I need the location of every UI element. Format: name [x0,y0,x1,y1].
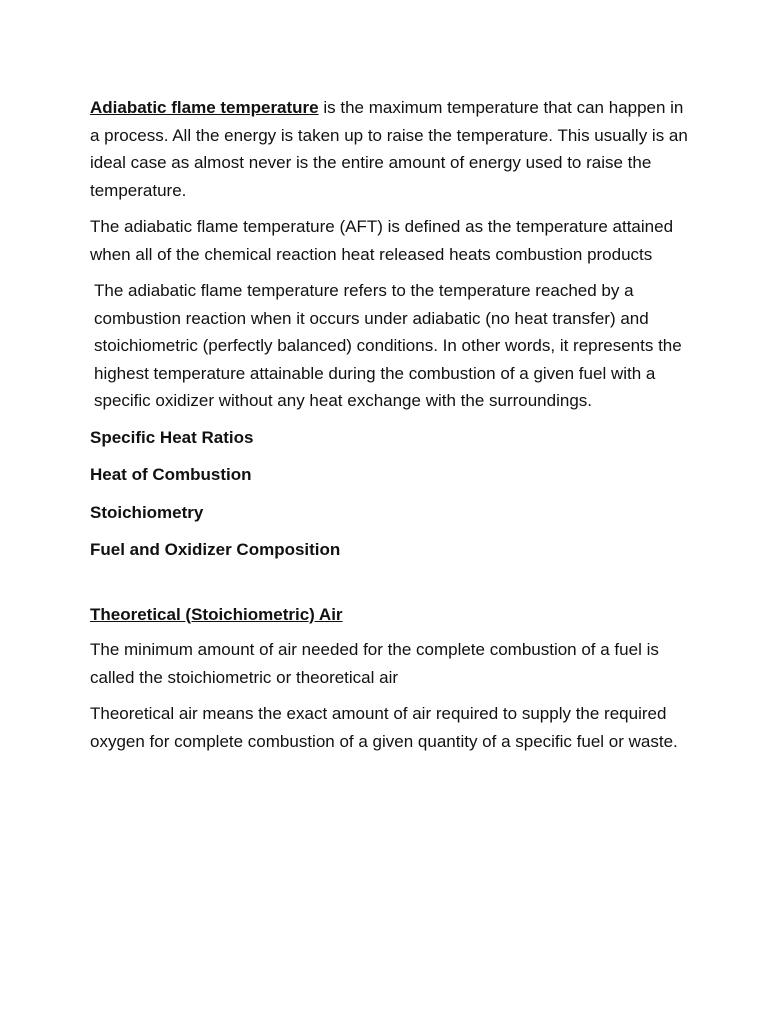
paragraph-theoretical-air-explanation: Theoretical air means the exact amount of air required to supply the required oxygen for complete combustion of a given quantity of a specific fuel or waste. [90,704,678,751]
paragraph-aft-definition: The adiabatic flame temperature (AFT) is defined as the temperature attained when all of the chemical reaction heat released heats combustion products [90,217,674,264]
adiabatic-flame-temperature-heading: Adiabatic flame temperature [90,98,319,117]
section-spacer [90,574,690,601]
factor-stoichiometry: Stoichiometry [90,502,204,522]
document-body [90,94,690,764]
factor-fuel-oxidizer-composition: Fuel and Oxidizer Composition [90,540,341,559]
theoretical-air-heading: Theoretical (Stoichiometric) Air [90,604,343,624]
paragraph-adiabatic-text: is the maximum temperature that can happen in a process. All the energy is taken up to raise the temperature. This usually is an ideal case as almost never is the entire amount of energy used to raise the temperature. [90,98,688,200]
paragraph-adiabatic-definition [90,94,690,204]
paragraph-adiabatic-explanation: The adiabatic flame temperature refers to the temperature reached by a combustion reaction when it occurs under adiabatic (no heat transfer) and stoichiometric (perfectly balanced) conditions. In other words, it represents the highest temperature attainable during the combustion of a given fuel with a specific oxidizer without any heat exchange with the surroundings. [94,281,682,410]
factor-heat-of-combustion: Heat of Combustion [90,465,252,484]
paragraph-theoretical-air-definition: The minimum amount of air needed for the complete combustion of a fuel is called the stoichiometric or theoretical air [90,640,659,687]
factor-specific-heat-ratios: Specific Heat Ratios [90,427,254,447]
